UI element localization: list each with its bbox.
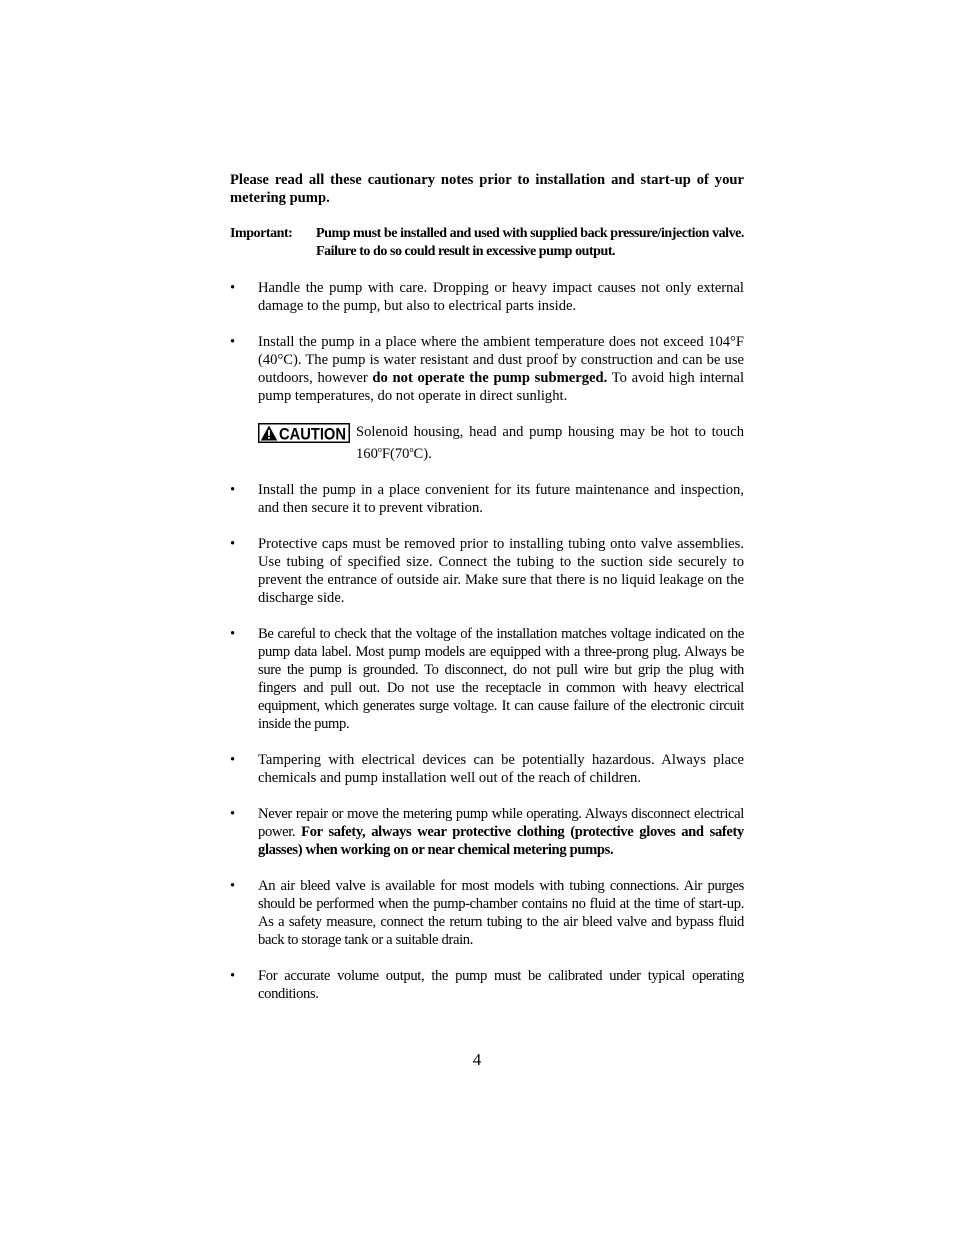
page-content — [230, 171, 744, 1021]
list-item — [230, 333, 744, 405]
degree-mark: o — [377, 445, 382, 454]
caution-text-part: C). — [413, 445, 432, 462]
list-item — [230, 967, 744, 1003]
caution-note — [258, 423, 744, 463]
bullet-icon: • — [230, 334, 236, 350]
bullet-icon: • — [230, 625, 236, 642]
list-item-text: Protective caps must be removed prior to installing tubing onto valve assemblies. Use tubing of specified size. Connect the tubing to the suction side securely to prevent the entrance of outside air. Make sure that there is no liquid leakage on the discharge side. — [258, 535, 744, 606]
caution-badge-label: CAUTION — [279, 424, 346, 443]
list-item-text — [258, 333, 744, 405]
list-item-text: Handle the pump with care. Dropping or heavy impact causes not only external damage to the pump, but also to electrical parts inside. — [258, 280, 744, 314]
bullet-icon: • — [230, 481, 236, 498]
list-item-text — [258, 805, 744, 859]
bullet-icon: • — [230, 877, 236, 894]
list-item — [230, 625, 744, 733]
caution-text-part: F(70 — [381, 445, 410, 462]
intro-paragraph: Please read all these cautionary notes prior to installation and start-up of your metering pump. — [230, 172, 744, 206]
list-item — [230, 535, 744, 607]
list-item — [230, 805, 744, 859]
list-item-text-part: Install the pump in a place where the ambient temperature does not exceed 104°F (40°C). The pump is water resistant and dust proof by construction and can be use outdoors, however — [258, 334, 744, 386]
caution-text-part: Solenoid housing, head and pump housing may be hot to touch 160 — [356, 424, 744, 462]
list-item-text-part: To avoid high internal pump temperatures, do not operate in direct sunlight. — [258, 370, 745, 404]
bullet-icon: • — [230, 751, 236, 768]
list-item — [230, 279, 744, 315]
important-label: Important: — [230, 226, 293, 241]
bullet-icon: • — [230, 967, 236, 984]
list-item — [230, 481, 744, 517]
list-item — [230, 751, 744, 787]
important-text: Pump must be installed and used with supplied back pressure/injection valve. Failure to do so could result in excessive pump output. — [316, 226, 744, 259]
page-number: 4 — [472, 1050, 482, 1069]
list-item-bold-text: do not operate the pump submerged. — [372, 370, 608, 386]
bullet-icon: • — [230, 805, 236, 822]
bullet-icon: • — [230, 535, 236, 552]
bullet-icon: • — [230, 280, 236, 296]
list-item-text-part: Never repair or move the metering pump while operating. Always disconnect electrical power. — [258, 805, 744, 840]
caution-text — [356, 423, 744, 463]
degree-mark: o — [409, 445, 414, 454]
list-item-text: Tampering with electrical devices can be potentially hazardous. Always place chemicals and pump installation well out of the reach of children. — [258, 751, 744, 786]
list-item — [230, 877, 744, 949]
list-item-text: An air bleed valve is available for most models with tubing connections. Air purges should be performed when the pump-chamber contains no fluid at the time of start-up. As a safety measure, connect the return tubing to the air bleed valve and bypass fluid back to storage tank or a suitable drain. — [258, 877, 744, 948]
list-item-text: For accurate volume output, the pump must be calibrated under typical operating conditions. — [258, 967, 744, 1002]
list-item-text: Be careful to check that the voltage of the installation matches voltage indicated on the pump data label. Most pump models are equipped with a three-prong plug. Always be sure the pump is grounded. To disconnect, do not pull wire but grip the plug with fingers and pull out. Do not use the receptacle in common with heavy electrical equipment, which generates surge voltage. It can cause failure of the electronic circuit inside the pump. — [258, 625, 744, 732]
list-item-bold-text: For safety, always wear protective clothing (protective gloves and safety glasses) when working on or near chemical metering pumps. — [258, 823, 744, 858]
important-note — [230, 225, 744, 261]
caution-badge — [258, 423, 350, 443]
list-item-text: Install the pump in a place convenient for its future maintenance and inspection, and then secure it to prevent vibration. — [258, 481, 744, 516]
